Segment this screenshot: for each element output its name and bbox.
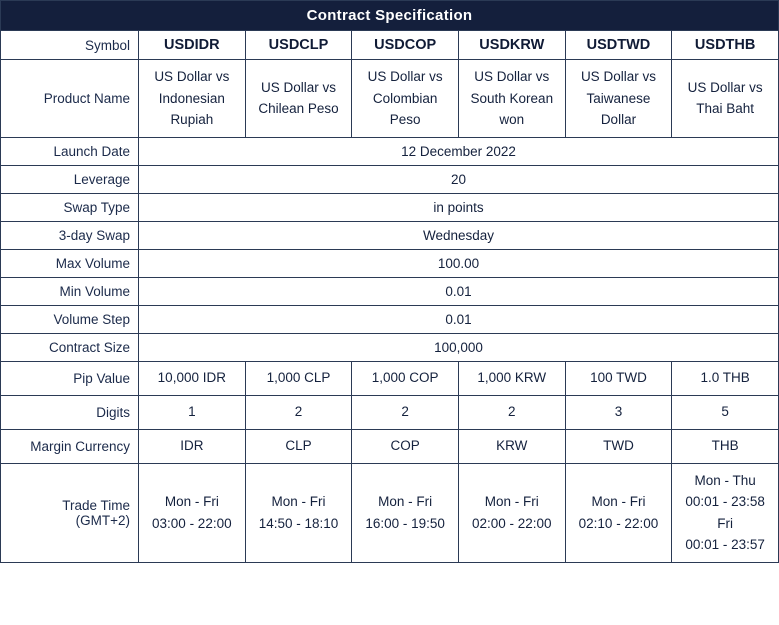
trade-time-hours-secondary: 00:01 - 23:57	[685, 537, 765, 553]
row-label-launch-date: Launch Date	[1, 137, 139, 165]
cell-three-day-swap: Wednesday	[139, 221, 779, 249]
cell-trade-time-usdidr	[139, 463, 246, 562]
cell-digits-usdthb: 5	[672, 395, 779, 429]
table-row-product-name	[1, 60, 779, 138]
row-label-three-day-swap: 3-day Swap	[1, 221, 139, 249]
column-header-usdtwd: USDTWD	[565, 31, 672, 60]
column-header-usdkrw: USDKRW	[458, 31, 565, 60]
cell-trade-time-usdthb	[672, 463, 779, 562]
cell-pip-value-usdthb: 1.0 THB	[672, 361, 779, 395]
trade-time-days: Mon - Fri	[484, 494, 539, 510]
trade-time-hours: 16:00 - 19:50	[365, 515, 445, 531]
table-row-launch-date	[1, 137, 779, 165]
cell-digits-usdkrw: 2	[458, 395, 565, 429]
cell-digits-usdclp: 2	[245, 395, 352, 429]
row-label-volume-step: Volume Step	[1, 305, 139, 333]
trade-time-hours: 00:01 - 23:58	[685, 494, 765, 510]
cell-product-name-usdidr: US Dollar vs Indonesian Rupiah	[139, 60, 246, 138]
trade-time-days-secondary: Fri	[717, 515, 734, 531]
table-row-trade-time	[1, 463, 779, 562]
cell-volume-step: 0.01	[139, 305, 779, 333]
cell-product-name-usdclp: US Dollar vs Chilean Peso	[245, 60, 352, 138]
cell-trade-time-usdtwd	[565, 463, 672, 562]
cell-pip-value-usdtwd: 100 TWD	[565, 361, 672, 395]
cell-trade-time-usdclp	[245, 463, 352, 562]
column-header-usdidr: USDIDR	[139, 31, 246, 60]
row-label-trade-time	[1, 463, 139, 562]
table-row-contract-size	[1, 333, 779, 361]
row-label-digits: Digits	[1, 395, 139, 429]
column-header-usdclp: USDCLP	[245, 31, 352, 60]
cell-pip-value-usdkrw: 1,000 KRW	[458, 361, 565, 395]
cell-launch-date: 12 December 2022	[139, 137, 779, 165]
row-label-symbol: Symbol	[1, 31, 139, 60]
cell-max-volume: 100.00	[139, 249, 779, 277]
row-label-leverage: Leverage	[1, 165, 139, 193]
trade-time-hours: 02:10 - 22:00	[578, 515, 659, 531]
row-label-max-volume: Max Volume	[1, 249, 139, 277]
cell-margin-currency-usdkrw: KRW	[458, 429, 565, 463]
cell-digits-usdtwd: 3	[565, 395, 672, 429]
cell-swap-type: in points	[139, 193, 779, 221]
page-title: Contract Specification	[1, 1, 779, 31]
table-row-volume-step	[1, 305, 779, 333]
table-row-leverage	[1, 165, 779, 193]
table-row-three-day-swap	[1, 221, 779, 249]
table-row-digits	[1, 395, 779, 429]
row-label-product-name: Product Name	[1, 60, 139, 138]
row-label-trade-time-line1: Trade Time	[62, 497, 130, 513]
row-label-trade-time-line2: (GMT+2)	[75, 512, 130, 528]
row-label-min-volume: Min Volume	[1, 277, 139, 305]
cell-product-name-usdtwd: US Dollar vs Taiwanese Dollar	[565, 60, 672, 138]
trade-time-days: Mon - Thu	[694, 472, 756, 488]
row-label-margin-currency: Margin Currency	[1, 429, 139, 463]
column-header-usdthb: USDTHB	[672, 31, 779, 60]
table-row-min-volume	[1, 277, 779, 305]
row-label-swap-type: Swap Type	[1, 193, 139, 221]
cell-trade-time-usdkrw	[458, 463, 565, 562]
table-row-max-volume	[1, 249, 779, 277]
cell-digits-usdidr: 1	[139, 395, 246, 429]
cell-margin-currency-usdtwd: TWD	[565, 429, 672, 463]
trade-time-days: Mon - Fri	[591, 494, 646, 510]
cell-margin-currency-usdidr: IDR	[139, 429, 246, 463]
trade-time-days: Mon - Fri	[378, 494, 433, 510]
row-label-contract-size: Contract Size	[1, 333, 139, 361]
table-row-pip-value	[1, 361, 779, 395]
cell-digits-usdcop: 2	[352, 395, 459, 429]
trade-time-hours: 14:50 - 18:10	[258, 515, 339, 531]
table-title-row	[1, 1, 779, 31]
cell-product-name-usdthb: US Dollar vs Thai Baht	[672, 60, 779, 138]
cell-product-name-usdcop: US Dollar vs Colombian Peso	[352, 60, 459, 138]
cell-pip-value-usdcop: 1,000 COP	[352, 361, 459, 395]
cell-trade-time-usdcop	[352, 463, 459, 562]
cell-product-name-usdkrw: US Dollar vs South Korean won	[458, 60, 565, 138]
row-label-pip-value: Pip Value	[1, 361, 139, 395]
cell-min-volume: 0.01	[139, 277, 779, 305]
cell-margin-currency-usdthb: THB	[672, 429, 779, 463]
cell-pip-value-usdclp: 1,000 CLP	[245, 361, 352, 395]
cell-margin-currency-usdclp: CLP	[245, 429, 352, 463]
column-header-usdcop: USDCOP	[352, 31, 459, 60]
trade-time-days: Mon - Fri	[271, 494, 326, 510]
table-row-margin-currency	[1, 429, 779, 463]
trade-time-hours: 02:00 - 22:00	[472, 515, 552, 531]
cell-leverage: 20	[139, 165, 779, 193]
cell-pip-value-usdidr: 10,000 IDR	[139, 361, 246, 395]
trade-time-days: Mon - Fri	[164, 494, 219, 510]
table-row-symbol	[1, 31, 779, 60]
table-row-swap-type	[1, 193, 779, 221]
cell-margin-currency-usdcop: COP	[352, 429, 459, 463]
cell-contract-size: 100,000	[139, 333, 779, 361]
trade-time-hours: 03:00 - 22:00	[152, 515, 232, 531]
